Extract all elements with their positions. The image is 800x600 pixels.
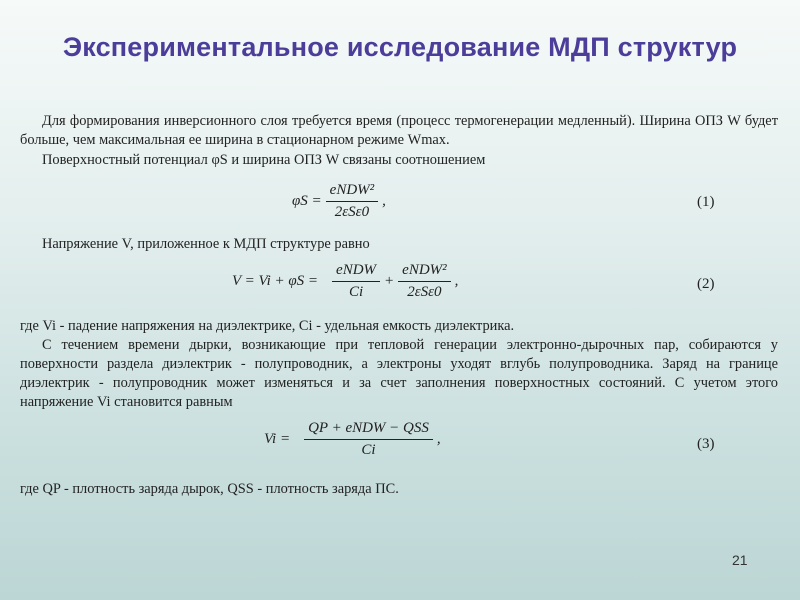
formula-1-fraction [326,182,379,221]
formula-1 [292,182,386,221]
formula-2 [232,262,458,301]
formula-3-fraction [304,420,433,459]
paragraph-voltage: Напряжение V, приложенное к МДП структуре равно [42,236,370,252]
formula-1-tail: , [382,193,386,209]
paragraph-potential-relation: Поверхностный потенциал φS и ширина ОПЗ W связаны соотношением [42,152,486,168]
formula-2-operator: + [384,273,395,289]
formula-2-numerator-2: eNDW² [398,262,451,282]
formula-3-denominator: Ci [361,442,376,458]
paragraph-intro: Для формирования инверсионного слоя требуется время (процесс термогенерации медленный). Ширина ОПЗ W будет больше, чем максимальная ее ширина в стационарном режиме Wmax. [20,113,778,148]
slide-title: Экспериментальное исследование МДП структур [62,32,738,62]
paragraph-charge-densities: где QP - плотность заряда дырок, QSS - плотность заряда ПС. [20,481,399,497]
formula-3-tail: , [436,431,441,447]
formula-2-denominator-2: 2εSε0 [407,284,442,300]
equation-number-3: (3) [697,436,715,452]
formula-1-numerator: eNDW² [326,182,379,202]
paragraph-dielectric-drop: где Vi - падение напряжения на диэлектрике, Ci - удельная емкость диэлектрика. [20,318,515,334]
page-number: 21 [732,552,748,568]
formula-1-lhs: φS = [292,193,322,209]
formula-3 [264,420,441,459]
formula-2-fraction-2 [398,262,451,301]
formula-1-denominator: 2εSε0 [334,204,370,220]
formula-2-lhs: V = Vi + φS = [232,273,319,289]
formula-3-lhs: Vi = [264,431,291,447]
paragraph-hole-generation: С течением времени дырки, возникающие при тепловой генерации электронно-дырочных пар, собираются у поверхности раздела диэлектрик - полупроводник, а электроны уходят вглубь полупроводника. Заряд на границе диэлектрик - полупроводник может изменяться и за счет заполнения поверхностных состояний. С учетом этого напряжение Vi становится равным [20,337,778,410]
formula-2-tail: , [454,273,459,289]
equation-number-2: (2) [697,276,715,292]
formula-2-numerator-1: eNDW [332,262,380,282]
formula-3-numerator: QP + eNDW − QSS [304,420,433,440]
equation-number-1: (1) [697,194,715,210]
formula-2-fraction-1 [332,262,380,301]
formula-2-denominator-1: Ci [348,284,364,300]
